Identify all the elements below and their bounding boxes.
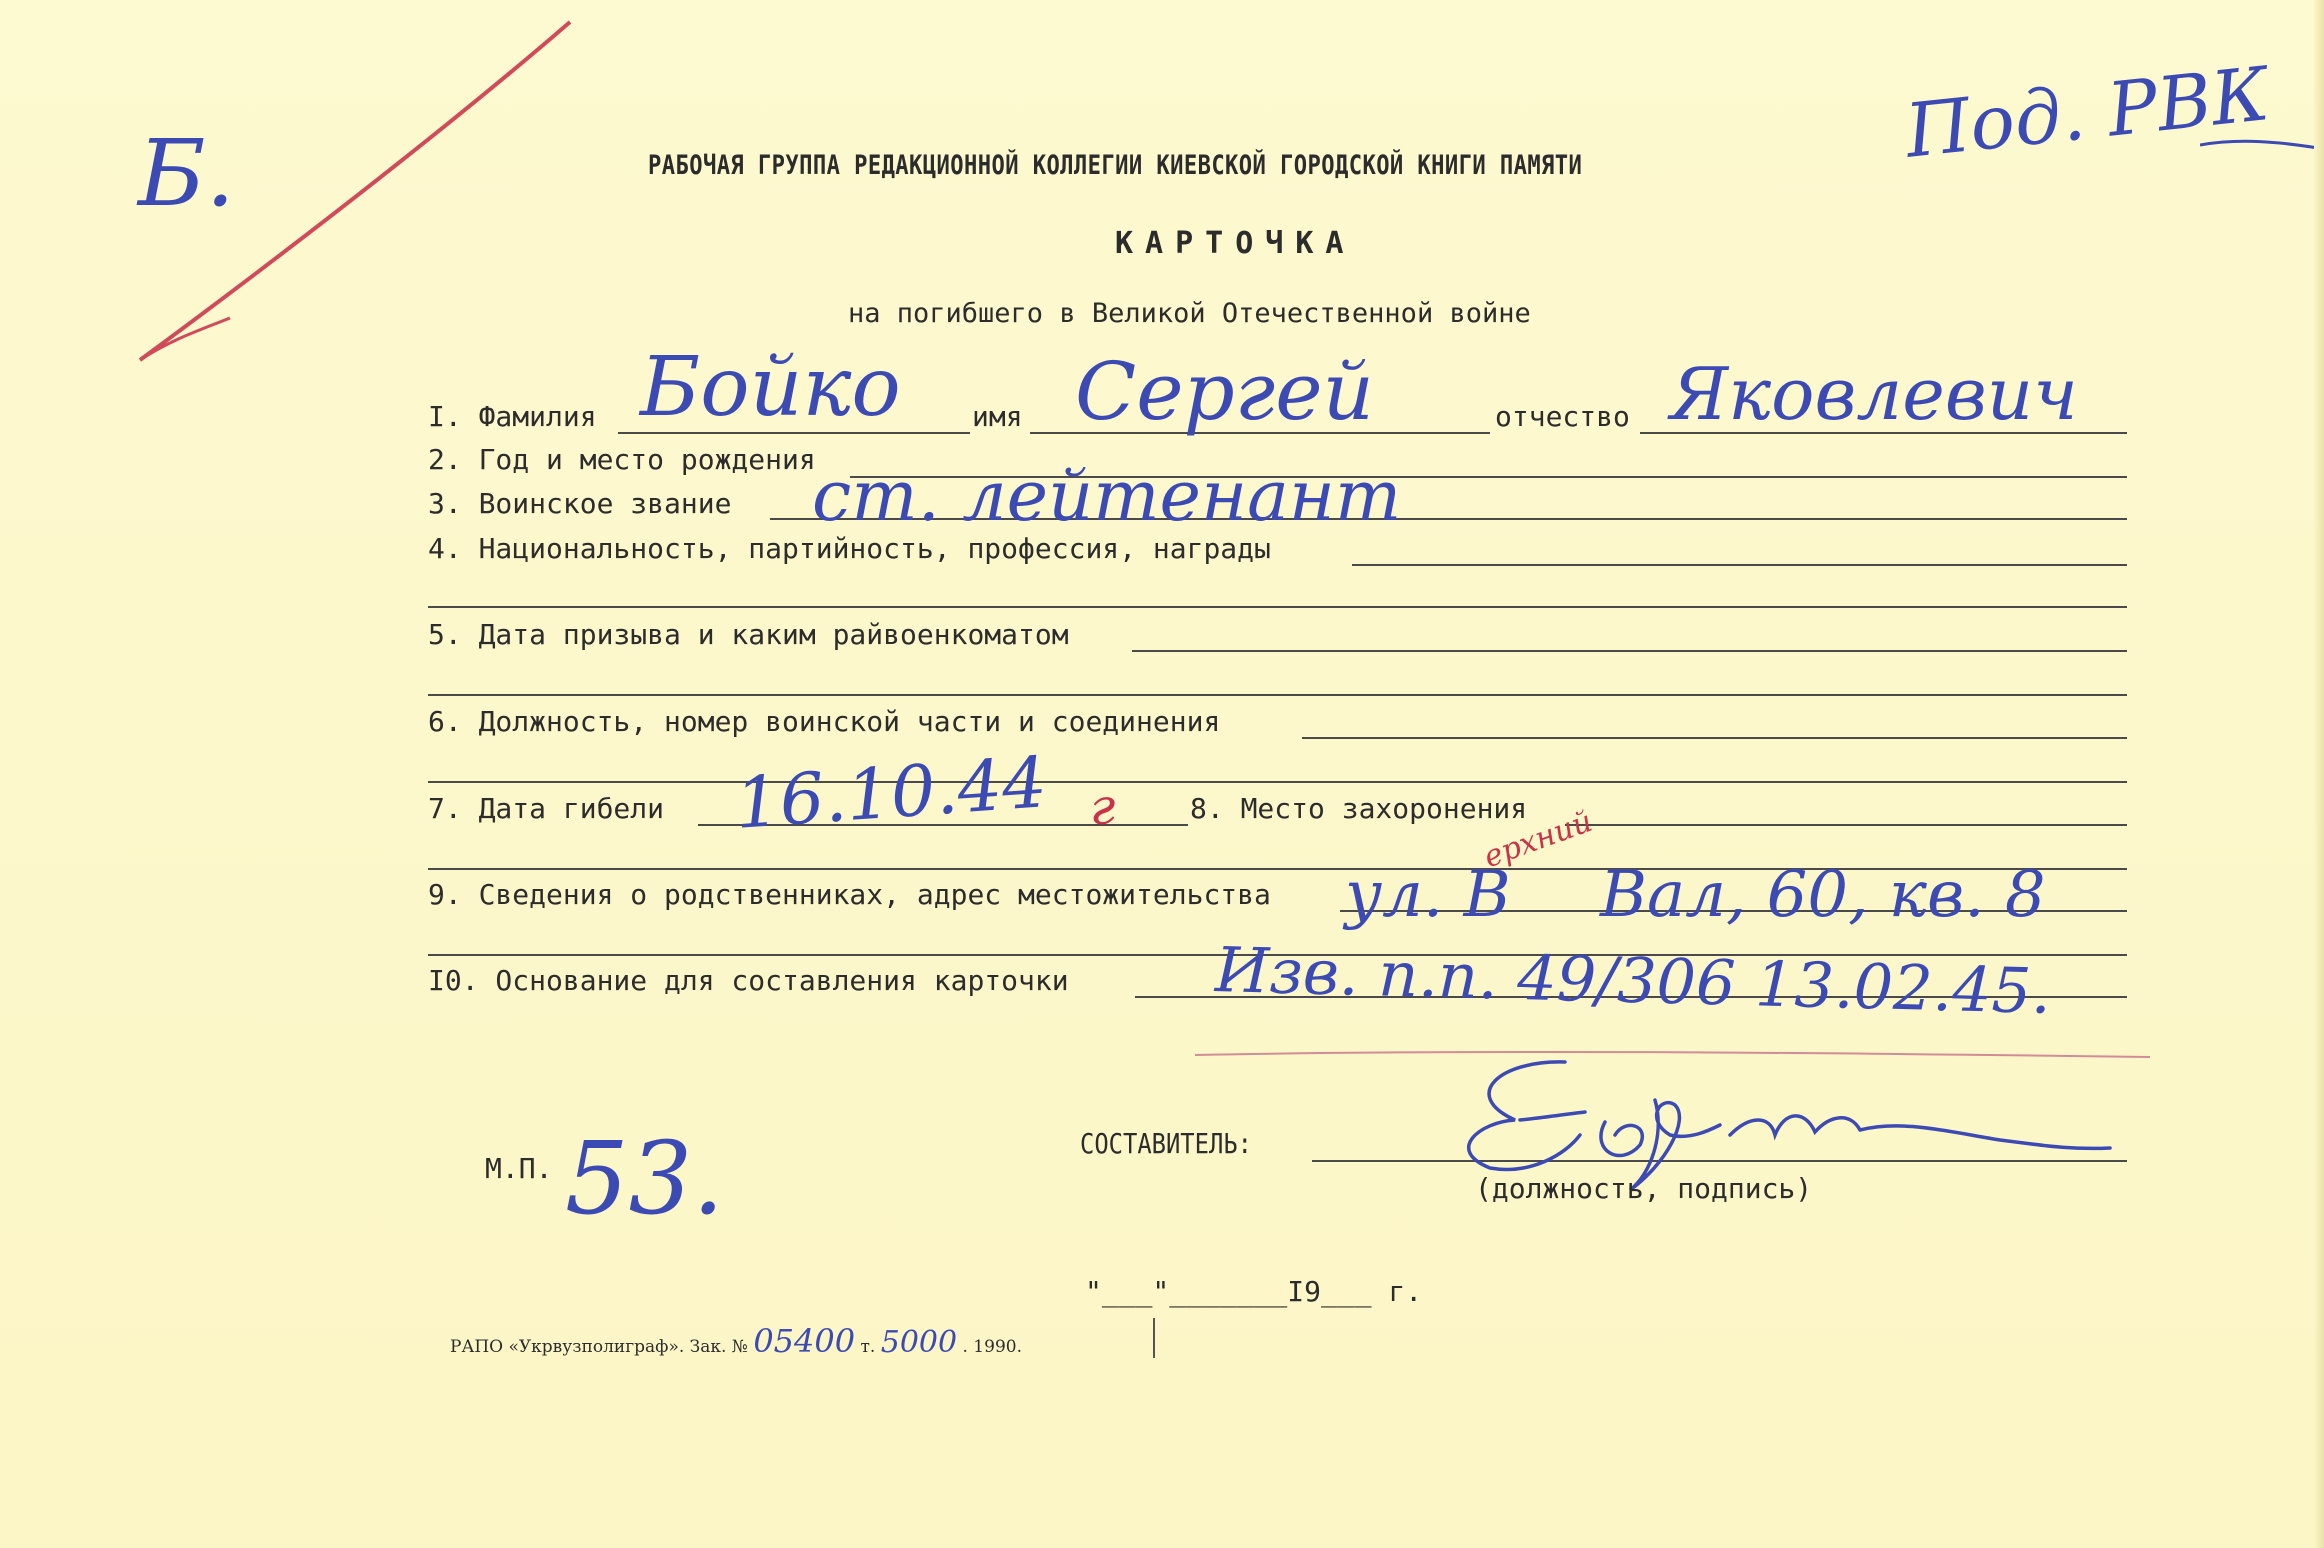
compiler-label: СОСТАВИТЕЛЬ: [1080,1127,1252,1160]
header-org: РАБОЧАЯ ГРУППА РЕДАКЦИОННОЙ КОЛЛЕГИИ КИЕВСКОЙ ГОРОДСКОЙ КНИГИ ПАМЯТИ [648,150,1583,181]
death-date-label: 7. Дата гибели [428,792,665,825]
small-tick [1153,1318,1155,1358]
print-info [450,1322,1022,1360]
print-info-c: . 1990. [962,1337,1022,1357]
print-info-a: РАПО «Укрвузполиграф». Зак. № [450,1337,748,1357]
nationality-line-2 [428,606,2127,608]
basis-label: I0. Основание для составления карточки [428,964,1069,997]
death-date-value: 16.10.44 [732,741,1050,845]
draft-line [1132,650,2127,652]
annotation-top-right: Под. РВК [1901,51,2273,175]
patronymic-label: отчество [1495,400,1630,433]
surname-label: I. Фамилия [428,400,597,433]
surname-value: Бойко [640,340,901,435]
relatives-value-a: ул. В [1345,858,1511,932]
nationality-label: 4. Национальность, партийность, профессия, награды [428,532,1271,565]
relatives-label: 9. Сведения о родственниках, адрес местожительства [428,878,1271,911]
death-date-suffix: г [1090,778,1116,836]
patronymic-value: Яковлевич [1670,352,2078,436]
position-line [1302,737,2127,739]
date-line: "___"_______I9___ г. [1085,1275,1423,1308]
annotation-underline [2200,120,2320,160]
draft-label: 5. Дата призыва и каким райвоенкоматом [428,618,1069,651]
position-label: 6. Должность, номер воинской части и соединения [428,705,1221,738]
print-order: 05400 [753,1322,856,1360]
compiler-caption: (должность, подпись) [1475,1172,1813,1205]
seal-number: 53. [565,1120,725,1237]
annotation-top-left: Б. [138,120,235,227]
rank-value: ст. лейтенант [812,455,1402,537]
basis-value: Изв. п.п. 49/306 13.02.45. [1214,933,2052,1028]
nationality-line [1352,564,2127,566]
name-value: Сергей [1075,345,1375,438]
birth-label: 2. Год и место рождения [428,443,816,476]
burial-label: 8. Место захоронения [1190,792,1528,825]
rank-label: 3. Воинское звание [428,487,732,520]
position-line-2 [428,781,2127,783]
header-title: КАРТОЧКА [1115,226,1356,261]
burial-line [1565,824,2127,826]
relatives-value-red: ерхний [1479,803,1597,876]
header-subtitle: на погибшего в Великой Отечественной войне [848,298,1531,329]
print-info-b: т. [860,1337,876,1357]
print-run: 5000 [880,1325,958,1360]
name-label: имя [972,400,1023,433]
seal-label: М.П. [485,1152,553,1185]
draft-line-2 [428,694,2127,696]
relatives-value-b: Вал, 60, кв. 8 [1600,858,2046,932]
